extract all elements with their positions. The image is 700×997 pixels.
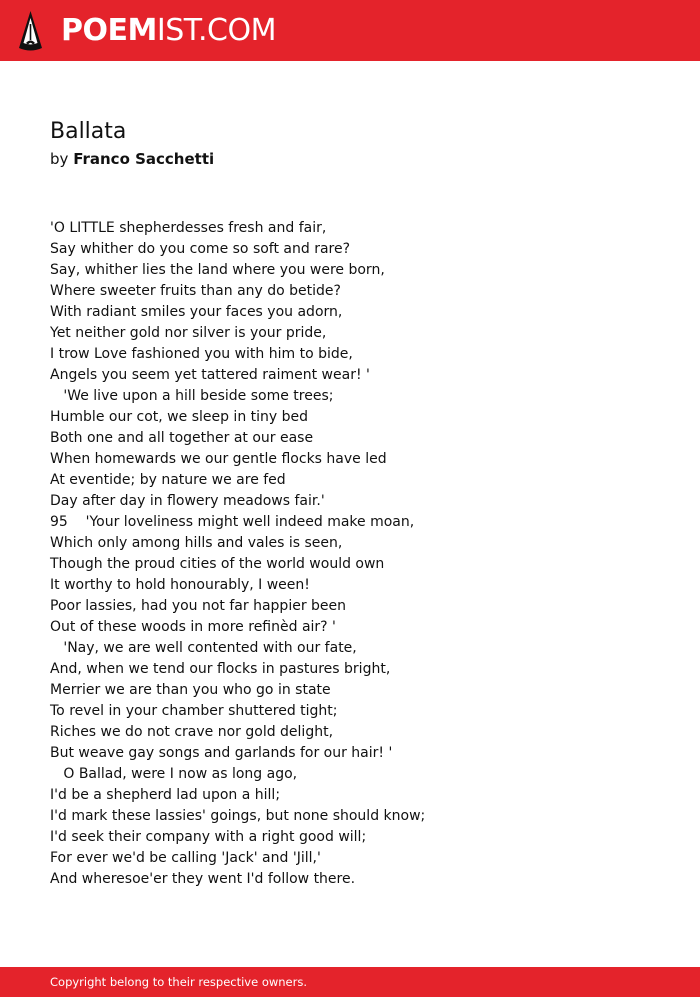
site-footer bbox=[0, 967, 700, 997]
poem-line: When homewards we our gentle flocks have led bbox=[50, 451, 387, 467]
poem-line: It worthy to hold honourably, I ween! bbox=[50, 577, 310, 593]
poem-line: Out of these woods in more refinèd air? ' bbox=[50, 619, 336, 635]
poem-line: Yet neither gold nor silver is your pride, bbox=[50, 325, 327, 341]
poem-line: Angels you seem yet tattered raiment wear! ' bbox=[50, 367, 370, 383]
poem-line: I'd mark these lassies' goings, but none should know; bbox=[50, 808, 426, 824]
poem-line: Humble our cot, we sleep in tiny bed bbox=[50, 409, 309, 425]
poem-line: I'd seek their company with a right good will; bbox=[50, 829, 367, 845]
poem-line: But weave gay songs and garlands for our hair! ' bbox=[50, 745, 393, 761]
byline-prefix: by bbox=[50, 150, 69, 168]
poem-line: And wheresoe'er they went I'd follow there. bbox=[50, 871, 356, 887]
poem-line: Say whither do you come so soft and rare? bbox=[50, 241, 351, 257]
poem-line: I trow Love fashioned you with him to bide, bbox=[50, 346, 353, 362]
site-logo-link[interactable] bbox=[18, 10, 276, 52]
poem-line: Poor lassies, had you not far happier been bbox=[50, 598, 347, 614]
logo-bold-text: POEM bbox=[61, 13, 157, 48]
poem-line: Riches we do not crave nor gold delight, bbox=[50, 724, 334, 740]
logo-light-text: IST.COM bbox=[156, 13, 276, 48]
pen-nib-icon bbox=[18, 10, 43, 52]
poem-line: Both one and all together at our ease bbox=[50, 430, 314, 446]
poem-line: Merrier we are than you who go in state bbox=[50, 682, 331, 698]
poem-line: O Ballad, were I now as long ago, bbox=[50, 766, 298, 782]
poem-body bbox=[50, 218, 670, 890]
poem-line: 95 'Your loveliness might well indeed make moan, bbox=[50, 514, 415, 530]
poem-line: Say, whither lies the land where you were born, bbox=[50, 262, 385, 278]
poem-line: Day after day in flowery meadows fair.' bbox=[50, 493, 325, 509]
poem-line: Though the proud cities of the world would own bbox=[50, 556, 385, 572]
poem-line: 'Nay, we are well contented with our fate, bbox=[50, 640, 357, 656]
site-header bbox=[0, 0, 700, 61]
poem-line: For ever we'd be calling 'Jack' and 'Jill,' bbox=[50, 850, 321, 866]
site-logo-text bbox=[61, 13, 276, 48]
poem-byline bbox=[50, 149, 214, 169]
copyright-notice: Copyright belong to their respective owners. bbox=[50, 975, 308, 989]
poem-author: Franco Sacchetti bbox=[73, 150, 215, 168]
poem-line: Which only among hills and vales is seen, bbox=[50, 535, 343, 551]
poem-line: At eventide; by nature we are fed bbox=[50, 472, 286, 488]
poem-line: To revel in your chamber shuttered tight; bbox=[50, 703, 338, 719]
poem-title: Ballata bbox=[50, 119, 127, 144]
poem-line: And, when we tend our flocks in pastures bright, bbox=[50, 661, 391, 677]
poem-line: I'd be a shepherd lad upon a hill; bbox=[50, 787, 281, 803]
poem-line: 'O LITTLE shepherdesses fresh and fair, bbox=[50, 220, 327, 236]
poem-line: 'We live upon a hill beside some trees; bbox=[50, 388, 334, 404]
poem-line: With radiant smiles your faces you adorn, bbox=[50, 304, 343, 320]
poem-line: Where sweeter fruits than any do betide? bbox=[50, 283, 341, 299]
